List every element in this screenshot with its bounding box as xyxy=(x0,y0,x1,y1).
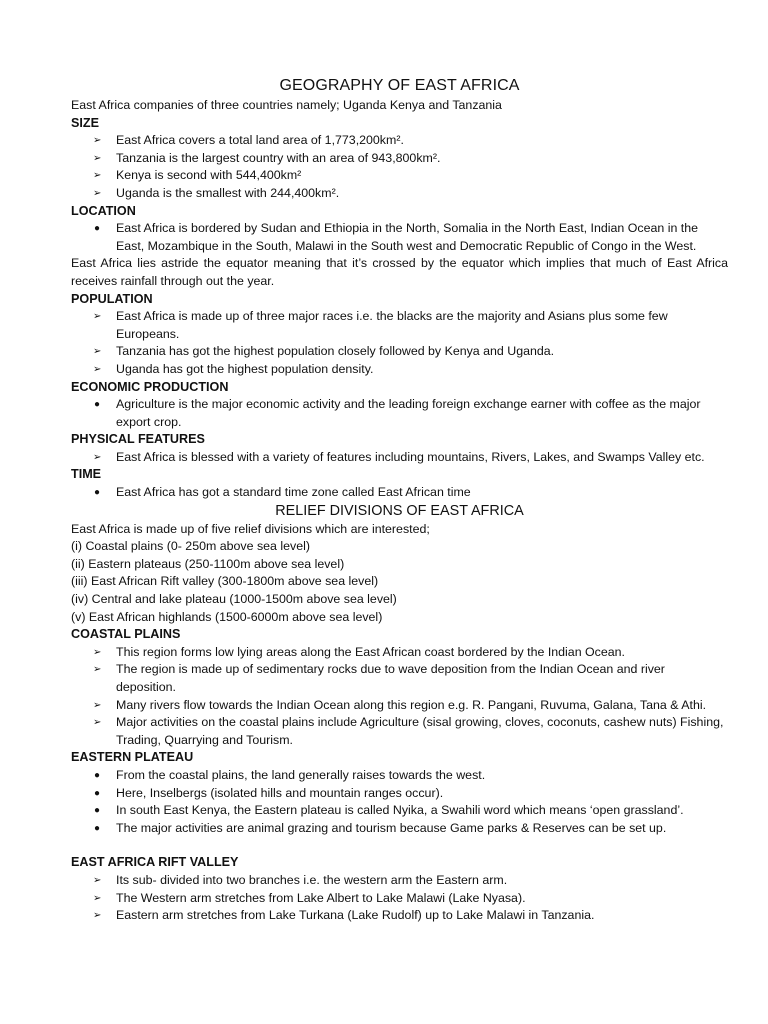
list-item: ● East Africa has got a standard time zone called East African time xyxy=(71,484,728,502)
list-item: ➢ Many rivers flow towards the Indian Ocean along this region e.g. R. Pangani, Ruvuma, Galana, Tana & Athi. xyxy=(71,697,728,715)
dot-bullet-icon: ● xyxy=(94,399,101,411)
document-title: GEOGRAPHY OF EAST AFRICA xyxy=(279,77,520,94)
list-item: ➢ This region forms low lying areas along the East African coast bordered by the Indian Ocean. xyxy=(71,644,728,662)
list-item: ● In south East Kenya, the Eastern plateau is called Nyika, a Swahili word which means ‘open grassland’. xyxy=(71,802,728,820)
arrow-bullet-icon: ➢ xyxy=(93,874,102,886)
list-item: ➢ East Africa is blessed with a variety of features including mountains, Rivers, Lakes, and Swamps Valley etc. xyxy=(71,449,728,467)
arrow-bullet-icon: ➢ xyxy=(93,187,102,199)
population-list xyxy=(71,308,728,378)
location-paragraph: East Africa lies astride the equator meaning that it’s crossed by the equator which implies that much of East Africa receives rainfall through out the year. xyxy=(71,256,728,288)
arrow-bullet-icon: ➢ xyxy=(93,910,102,922)
relief-division: (v) East African highlands (1500-6000m above sea level) xyxy=(71,609,383,624)
relief-intro: East Africa is made up of five relief divisions which are interested; xyxy=(71,521,430,536)
location-list xyxy=(71,220,728,255)
list-item: ➢ Tanzania has got the highest population closely followed by Kenya and Uganda. xyxy=(71,343,728,361)
relief-division: (i) Coastal plains (0- 250m above sea level) xyxy=(71,539,310,554)
arrow-bullet-icon: ➢ xyxy=(93,717,102,729)
arrow-bullet-icon: ➢ xyxy=(93,311,102,323)
list-item: ● Agriculture is the major economic activity and the leading foreign exchange earner with coffee as the major export crop. xyxy=(94,397,701,429)
dot-bullet-icon: ● xyxy=(94,805,101,817)
list-item: ➢ The Western arm stretches from Lake Albert to Lake Malawi (Lake Nyasa). xyxy=(71,890,728,908)
intro-text: East Africa companies of three countries namely; Uganda Kenya and Tanzania xyxy=(71,98,502,112)
size-list xyxy=(71,132,728,202)
list-item: ➢ Uganda has got the highest population density. xyxy=(71,361,728,379)
dot-bullet-icon: ● xyxy=(94,787,101,799)
coastal-plains-heading: COASTAL PLAINS xyxy=(71,627,181,642)
time-list xyxy=(71,484,728,502)
relief-division: (iv) Central and lake plateau (1000-1500m above sea level) xyxy=(71,592,397,607)
list-item: ➢ Kenya is second with 544,400km² xyxy=(71,167,728,185)
coastal-plains-list xyxy=(71,644,728,750)
arrow-bullet-icon: ➢ xyxy=(93,451,102,463)
rift-valley-list xyxy=(71,872,728,925)
dot-bullet-icon: ● xyxy=(94,487,101,499)
arrow-bullet-icon: ➢ xyxy=(93,346,102,358)
list-item: ● The major activities are animal grazing and tourism because Game parks & Reserves can be set up. xyxy=(71,820,728,838)
arrow-bullet-icon: ➢ xyxy=(93,892,102,904)
rift-valley-heading: EAST AFRICA RIFT VALLEY xyxy=(71,855,239,870)
list-item: ➢ Eastern arm stretches from Lake Turkana (Lake Rudolf) up to Lake Malawi in Tanzania. xyxy=(71,907,728,925)
arrow-bullet-icon: ➢ xyxy=(93,699,102,711)
eastern-plateau-list xyxy=(71,767,728,837)
dot-bullet-icon: ● xyxy=(94,769,101,781)
economic-heading: ECONOMIC PRODUCTION xyxy=(71,379,229,394)
list-item: ➢ The region is made up of sedimentary rocks due to wave deposition from the Indian Ocean and river deposition. xyxy=(93,662,665,694)
time-heading: TIME xyxy=(71,467,102,482)
list-item: ➢ East Africa is made up of three major races i.e. the blacks are the majority and Asians plus some few Europeans. xyxy=(93,309,668,341)
physical-features-list xyxy=(71,449,728,467)
list-item: ➢ East Africa covers a total land area of 1,773,200km². xyxy=(71,132,728,150)
list-item: ➢ Uganda is the smallest with 244,400km². xyxy=(71,185,728,203)
arrow-bullet-icon: ➢ xyxy=(93,363,102,375)
arrow-bullet-icon: ➢ xyxy=(93,646,102,658)
relief-division: (iii) East African Rift valley (300-1800m above sea level) xyxy=(71,574,379,589)
arrow-bullet-icon: ➢ xyxy=(93,152,102,164)
list-item: ● From the coastal plains, the land generally raises towards the west. xyxy=(71,767,728,785)
population-heading: POPULATION xyxy=(71,291,153,306)
size-heading: SIZE xyxy=(71,115,99,130)
list-item: ➢ Major activities on the coastal plains include Agriculture (sisal growing, cloves, coconuts, cashew nuts) Fishing, Trading, Quarrying and Tourism. xyxy=(93,715,724,747)
list-item: ➢ Tanzania is the largest country with an area of 943,800km². xyxy=(71,150,728,168)
arrow-bullet-icon: ➢ xyxy=(93,664,102,676)
dot-bullet-icon: ● xyxy=(94,223,101,235)
relief-title: RELIEF DIVISIONS OF EAST AFRICA xyxy=(275,502,524,519)
arrow-bullet-icon: ➢ xyxy=(93,170,102,182)
location-heading: LOCATION xyxy=(71,203,136,218)
list-item: ● East Africa is bordered by Sudan and Ethiopia in the North, Somalia in the North East, Indian Ocean in the East, Mozambique in the South, Malawi in the South west and Democratic Republic of Congo in the West. xyxy=(94,221,699,253)
blank-line xyxy=(71,837,728,854)
arrow-bullet-icon: ➢ xyxy=(93,135,102,147)
relief-division: (ii) Eastern plateaus (250-1100m above sea level) xyxy=(71,556,345,571)
list-item: ● Here, Inselbergs (isolated hills and mountain ranges occur). xyxy=(71,785,728,803)
dot-bullet-icon: ● xyxy=(94,822,101,834)
eastern-plateau-heading: EASTERN PLATEAU xyxy=(71,750,194,765)
list-item: ➢ Its sub- divided into two branches i.e. the western arm the Eastern arm. xyxy=(71,872,728,890)
economic-list xyxy=(71,396,728,431)
physical-features-heading: PHYSICAL FEATURES xyxy=(71,432,205,447)
